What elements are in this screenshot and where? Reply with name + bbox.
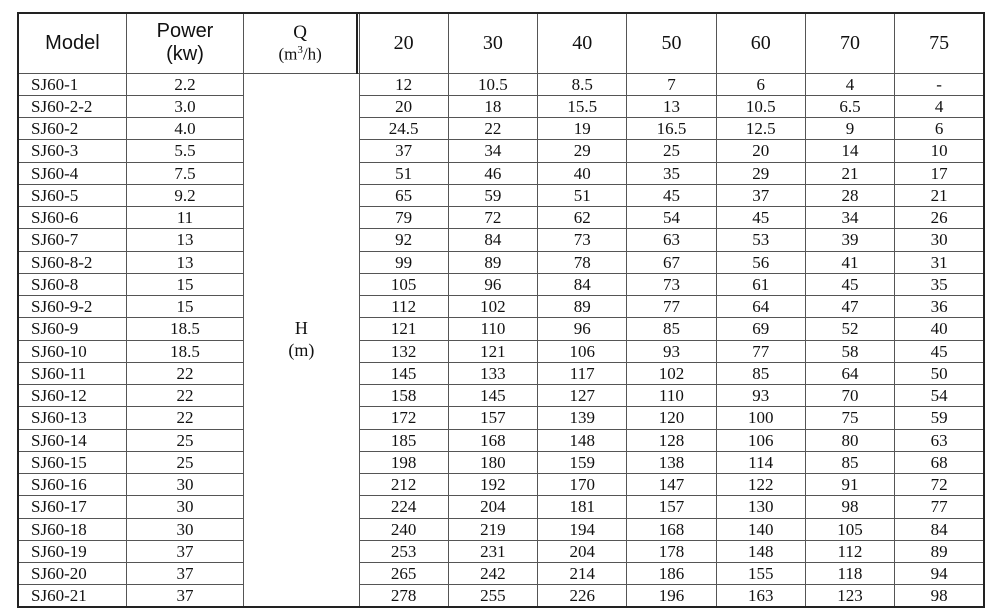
model-header-label: Model [45,31,100,54]
table-row [18,229,984,251]
head-value-cell: 181 [538,496,627,518]
power-cell: 4.0 [126,118,243,140]
head-value-cell: 105 [805,518,894,540]
head-value-cell: 4 [805,73,894,95]
head-value-cell: 75 [805,407,894,429]
flow-header-50 [627,13,716,73]
head-value-cell: 157 [448,407,537,429]
power-cell: 2.2 [126,73,243,95]
model-cell: SJ60-9 [18,318,126,340]
head-value-cell: 89 [895,540,984,562]
head-value-cell: 130 [716,496,805,518]
head-value-cell: 132 [359,340,448,362]
power-cell: 18.5 [126,340,243,362]
table-row [18,140,984,162]
power-header-label: Power [156,20,214,43]
head-value-cell: 106 [716,429,805,451]
flow-header-value: 40 [572,32,593,55]
head-value-cell: 12.5 [716,118,805,140]
model-cell: SJ60-10 [18,340,126,362]
head-value-cell: 118 [805,563,894,585]
power-cell: 37 [126,585,243,607]
head-value-cell: 180 [448,451,537,473]
head-value-cell: 163 [716,585,805,607]
head-value-cell: 212 [359,474,448,496]
head-value-cell: 14 [805,140,894,162]
head-value-cell: 123 [805,585,894,607]
head-value-cell: 18 [448,95,537,117]
model-cell: SJ60-19 [18,540,126,562]
head-value-cell: 93 [627,340,716,362]
head-value-cell: 121 [448,340,537,362]
model-cell: SJ60-3 [18,140,126,162]
head-value-cell: - [895,73,984,95]
head-value-cell: 40 [538,162,627,184]
model-cell: SJ60-15 [18,451,126,473]
model-cell: SJ60-2-2 [18,95,126,117]
power-cell: 13 [126,251,243,273]
head-value-cell: 157 [627,496,716,518]
head-value-cell: 72 [895,474,984,496]
head-value-cell: 37 [716,184,805,206]
head-value-cell: 112 [805,540,894,562]
head-value-cell: 89 [538,296,627,318]
head-value-cell: 73 [627,273,716,295]
head-value-cell: 7 [627,73,716,95]
flow-header-20 [359,13,448,73]
head-value-cell: 6 [895,118,984,140]
head-value-cell: 34 [805,207,894,229]
head-value-cell: 63 [895,429,984,451]
head-value-cell: 84 [895,518,984,540]
head-value-cell: 13 [627,95,716,117]
head-value-cell: 54 [895,385,984,407]
head-value-cell: 46 [448,162,537,184]
head-value-cell: 102 [448,296,537,318]
flow-header-value: 70 [839,32,860,55]
head-value-cell: 6 [716,73,805,95]
head-value-cell: 231 [448,540,537,562]
head-value-cell: 10.5 [448,73,537,95]
head-value-cell: 63 [627,229,716,251]
header-row [18,13,984,73]
head-value-cell: 6.5 [805,95,894,117]
head-value-cell: 253 [359,540,448,562]
head-value-cell: 35 [627,162,716,184]
head-value-cell: 59 [448,184,537,206]
head-value-cell: 121 [359,318,448,340]
head-value-cell: 242 [448,563,537,585]
head-value-cell: 94 [895,563,984,585]
table-row [18,207,984,229]
head-value-cell: 47 [805,296,894,318]
power-cell: 15 [126,273,243,295]
head-value-cell: 219 [448,518,537,540]
model-cell: SJ60-4 [18,162,126,184]
table-row [18,318,984,340]
head-value-cell: 73 [538,229,627,251]
head-value-cell: 10 [895,140,984,162]
head-value-cell: 4 [895,95,984,117]
head-value-cell: 45 [895,340,984,362]
head-value-cell: 158 [359,385,448,407]
power-cell: 18.5 [126,318,243,340]
model-cell: SJ60-2 [18,118,126,140]
power-cell: 25 [126,429,243,451]
flow-header-value: 20 [393,32,414,55]
power-cell: 37 [126,563,243,585]
head-value-cell: 155 [716,563,805,585]
head-value-cell: 30 [895,229,984,251]
head-value-cell: 226 [538,585,627,607]
head-value-cell: 99 [359,251,448,273]
head-value-cell: 77 [716,340,805,362]
head-value-cell: 186 [627,563,716,585]
flow-q-unit-suffix: /h) [302,44,322,64]
head-value-cell: 54 [627,207,716,229]
model-cell: SJ60-1 [18,73,126,95]
head-value-cell: 96 [538,318,627,340]
head-value-cell: 194 [538,518,627,540]
head-value-cell: 278 [359,585,448,607]
head-value-cell: 105 [359,273,448,295]
model-cell: SJ60-8 [18,273,126,295]
head-h-label: H [294,318,308,339]
head-value-cell: 28 [805,184,894,206]
head-value-cell: 25 [627,140,716,162]
flow-header-value: 60 [750,32,771,55]
table-row [18,273,984,295]
head-value-cell: 117 [538,362,627,384]
head-value-cell: 89 [448,251,537,273]
head-value-cell: 16.5 [627,118,716,140]
flow-header-value: 50 [661,32,682,55]
head-value-cell: 185 [359,429,448,451]
head-value-cell: 77 [627,296,716,318]
flow-q-unit [244,44,356,65]
head-value-cell: 64 [716,296,805,318]
head-value-cell: 20 [359,95,448,117]
flow-header-value: 75 [929,32,950,55]
table-row [18,162,984,184]
head-value-cell: 26 [895,207,984,229]
head-h-label-cell [244,73,359,607]
head-value-cell: 96 [448,273,537,295]
table-row [18,362,984,384]
head-value-cell: 31 [895,251,984,273]
model-cell: SJ60-9-2 [18,296,126,318]
head-value-cell: 148 [538,429,627,451]
flow-header-value: 30 [482,32,503,55]
head-value-cell: 145 [359,362,448,384]
head-value-cell: 62 [538,207,627,229]
head-value-cell: 72 [448,207,537,229]
head-value-cell: 45 [805,273,894,295]
power-cell: 15 [126,296,243,318]
flow-header-60 [716,13,805,73]
head-value-cell: 12 [359,73,448,95]
table-row [18,585,984,607]
head-value-cell: 112 [359,296,448,318]
power-cell: 22 [126,385,243,407]
head-value-cell: 24.5 [359,118,448,140]
head-value-cell: 19 [538,118,627,140]
flow-header-70 [805,13,894,73]
power-cell: 22 [126,407,243,429]
table-row [18,184,984,206]
model-cell: SJ60-5 [18,184,126,206]
head-value-cell: 106 [538,340,627,362]
head-value-cell: 224 [359,496,448,518]
head-value-cell: 8.5 [538,73,627,95]
head-value-cell: 110 [448,318,537,340]
head-value-cell: 51 [359,162,448,184]
head-value-cell: 15.5 [538,95,627,117]
power-cell: 22 [126,362,243,384]
head-value-cell: 80 [805,429,894,451]
head-value-cell: 45 [627,184,716,206]
table-row [18,429,984,451]
head-value-cell: 64 [805,362,894,384]
head-value-cell: 204 [448,496,537,518]
head-value-cell: 110 [627,385,716,407]
head-value-cell: 84 [538,273,627,295]
power-cell: 30 [126,474,243,496]
table-row [18,540,984,562]
head-value-cell: 56 [716,251,805,273]
power-cell: 9.2 [126,184,243,206]
head-value-cell: 133 [448,362,537,384]
head-value-cell: 192 [448,474,537,496]
flow-q-label: Q [293,21,307,43]
head-value-cell: 92 [359,229,448,251]
head-value-cell: 93 [716,385,805,407]
head-value-cell: 85 [627,318,716,340]
head-value-cell: 21 [895,184,984,206]
head-value-cell: 214 [538,563,627,585]
head-value-cell: 20 [716,140,805,162]
model-cell: SJ60-13 [18,407,126,429]
head-value-cell: 159 [538,451,627,473]
head-value-cell: 29 [538,140,627,162]
model-cell: SJ60-11 [18,362,126,384]
model-cell: SJ60-14 [18,429,126,451]
power-header [126,13,243,73]
head-value-cell: 35 [895,273,984,295]
head-value-cell: 127 [538,385,627,407]
model-header [18,13,126,73]
head-value-cell: 59 [895,407,984,429]
head-value-cell: 91 [805,474,894,496]
model-cell: SJ60-20 [18,563,126,585]
head-value-cell: 34 [448,140,537,162]
pump-performance-table [17,12,985,608]
table-row [18,474,984,496]
head-value-cell: 255 [448,585,537,607]
head-value-cell: 85 [805,451,894,473]
head-value-cell: 77 [895,496,984,518]
head-value-cell: 10.5 [716,95,805,117]
head-value-cell: 139 [538,407,627,429]
flow-header-40 [538,13,627,73]
table-row [18,118,984,140]
head-value-cell: 51 [538,184,627,206]
head-value-cell: 29 [716,162,805,184]
head-value-cell: 148 [716,540,805,562]
head-value-cell: 9 [805,118,894,140]
head-value-cell: 98 [895,585,984,607]
head-value-cell: 196 [627,585,716,607]
head-value-cell: 172 [359,407,448,429]
flow-q-unit-prefix: (m [278,44,298,64]
head-value-cell: 265 [359,563,448,585]
power-cell: 37 [126,540,243,562]
model-cell: SJ60-6 [18,207,126,229]
head-value-cell: 84 [448,229,537,251]
table-row [18,496,984,518]
model-cell: SJ60-17 [18,496,126,518]
head-value-cell: 53 [716,229,805,251]
head-value-cell: 21 [805,162,894,184]
model-cell: SJ60-7 [18,229,126,251]
table-row [18,451,984,473]
head-value-cell: 52 [805,318,894,340]
head-value-cell: 128 [627,429,716,451]
table-row [18,340,984,362]
head-h-unit: (m) [288,339,315,360]
head-value-cell: 70 [805,385,894,407]
head-value-cell: 79 [359,207,448,229]
flow-header-75 [895,13,984,73]
table-row [18,296,984,318]
power-cell: 30 [126,496,243,518]
flow-q-unit-superscript: 3 [297,43,303,56]
head-value-cell: 85 [716,362,805,384]
head-value-cell: 100 [716,407,805,429]
power-cell: 30 [126,518,243,540]
power-cell: 7.5 [126,162,243,184]
head-value-cell: 240 [359,518,448,540]
head-value-cell: 140 [716,518,805,540]
head-value-cell: 41 [805,251,894,273]
head-value-cell: 147 [627,474,716,496]
head-value-cell: 50 [895,362,984,384]
power-header-unit: (kw) [166,43,204,66]
head-value-cell: 204 [538,540,627,562]
head-value-cell: 17 [895,162,984,184]
head-value-cell: 122 [716,474,805,496]
power-cell: 5.5 [126,140,243,162]
head-value-cell: 67 [627,251,716,273]
head-value-cell: 65 [359,184,448,206]
head-value-cell: 102 [627,362,716,384]
head-value-cell: 98 [805,496,894,518]
head-value-cell: 120 [627,407,716,429]
flow-q-header [244,13,357,73]
head-value-cell: 36 [895,296,984,318]
head-value-cell: 78 [538,251,627,273]
flow-header-30 [448,13,537,73]
table-row [18,251,984,273]
head-value-cell: 170 [538,474,627,496]
head-value-cell: 37 [359,140,448,162]
model-cell: SJ60-16 [18,474,126,496]
head-value-cell: 45 [716,207,805,229]
table-row [18,407,984,429]
head-value-cell: 178 [627,540,716,562]
power-cell: 25 [126,451,243,473]
head-value-cell: 68 [895,451,984,473]
head-value-cell: 145 [448,385,537,407]
table-body [18,73,984,607]
head-value-cell: 39 [805,229,894,251]
head-value-cell: 114 [716,451,805,473]
model-cell: SJ60-12 [18,385,126,407]
head-value-cell: 69 [716,318,805,340]
table-row [18,518,984,540]
table-row [18,95,984,117]
head-value-cell: 138 [627,451,716,473]
table-row [18,563,984,585]
head-value-cell: 58 [805,340,894,362]
table-row [18,385,984,407]
head-value-cell: 22 [448,118,537,140]
power-cell: 3.0 [126,95,243,117]
head-value-cell: 198 [359,451,448,473]
table-header [18,13,984,73]
model-cell: SJ60-18 [18,518,126,540]
table-row [18,73,984,95]
head-value-cell: 168 [627,518,716,540]
model-cell: SJ60-21 [18,585,126,607]
head-value-cell: 61 [716,273,805,295]
head-value-cell: 168 [448,429,537,451]
power-cell: 11 [126,207,243,229]
power-cell: 13 [126,229,243,251]
model-cell: SJ60-8-2 [18,251,126,273]
head-value-cell: 40 [895,318,984,340]
